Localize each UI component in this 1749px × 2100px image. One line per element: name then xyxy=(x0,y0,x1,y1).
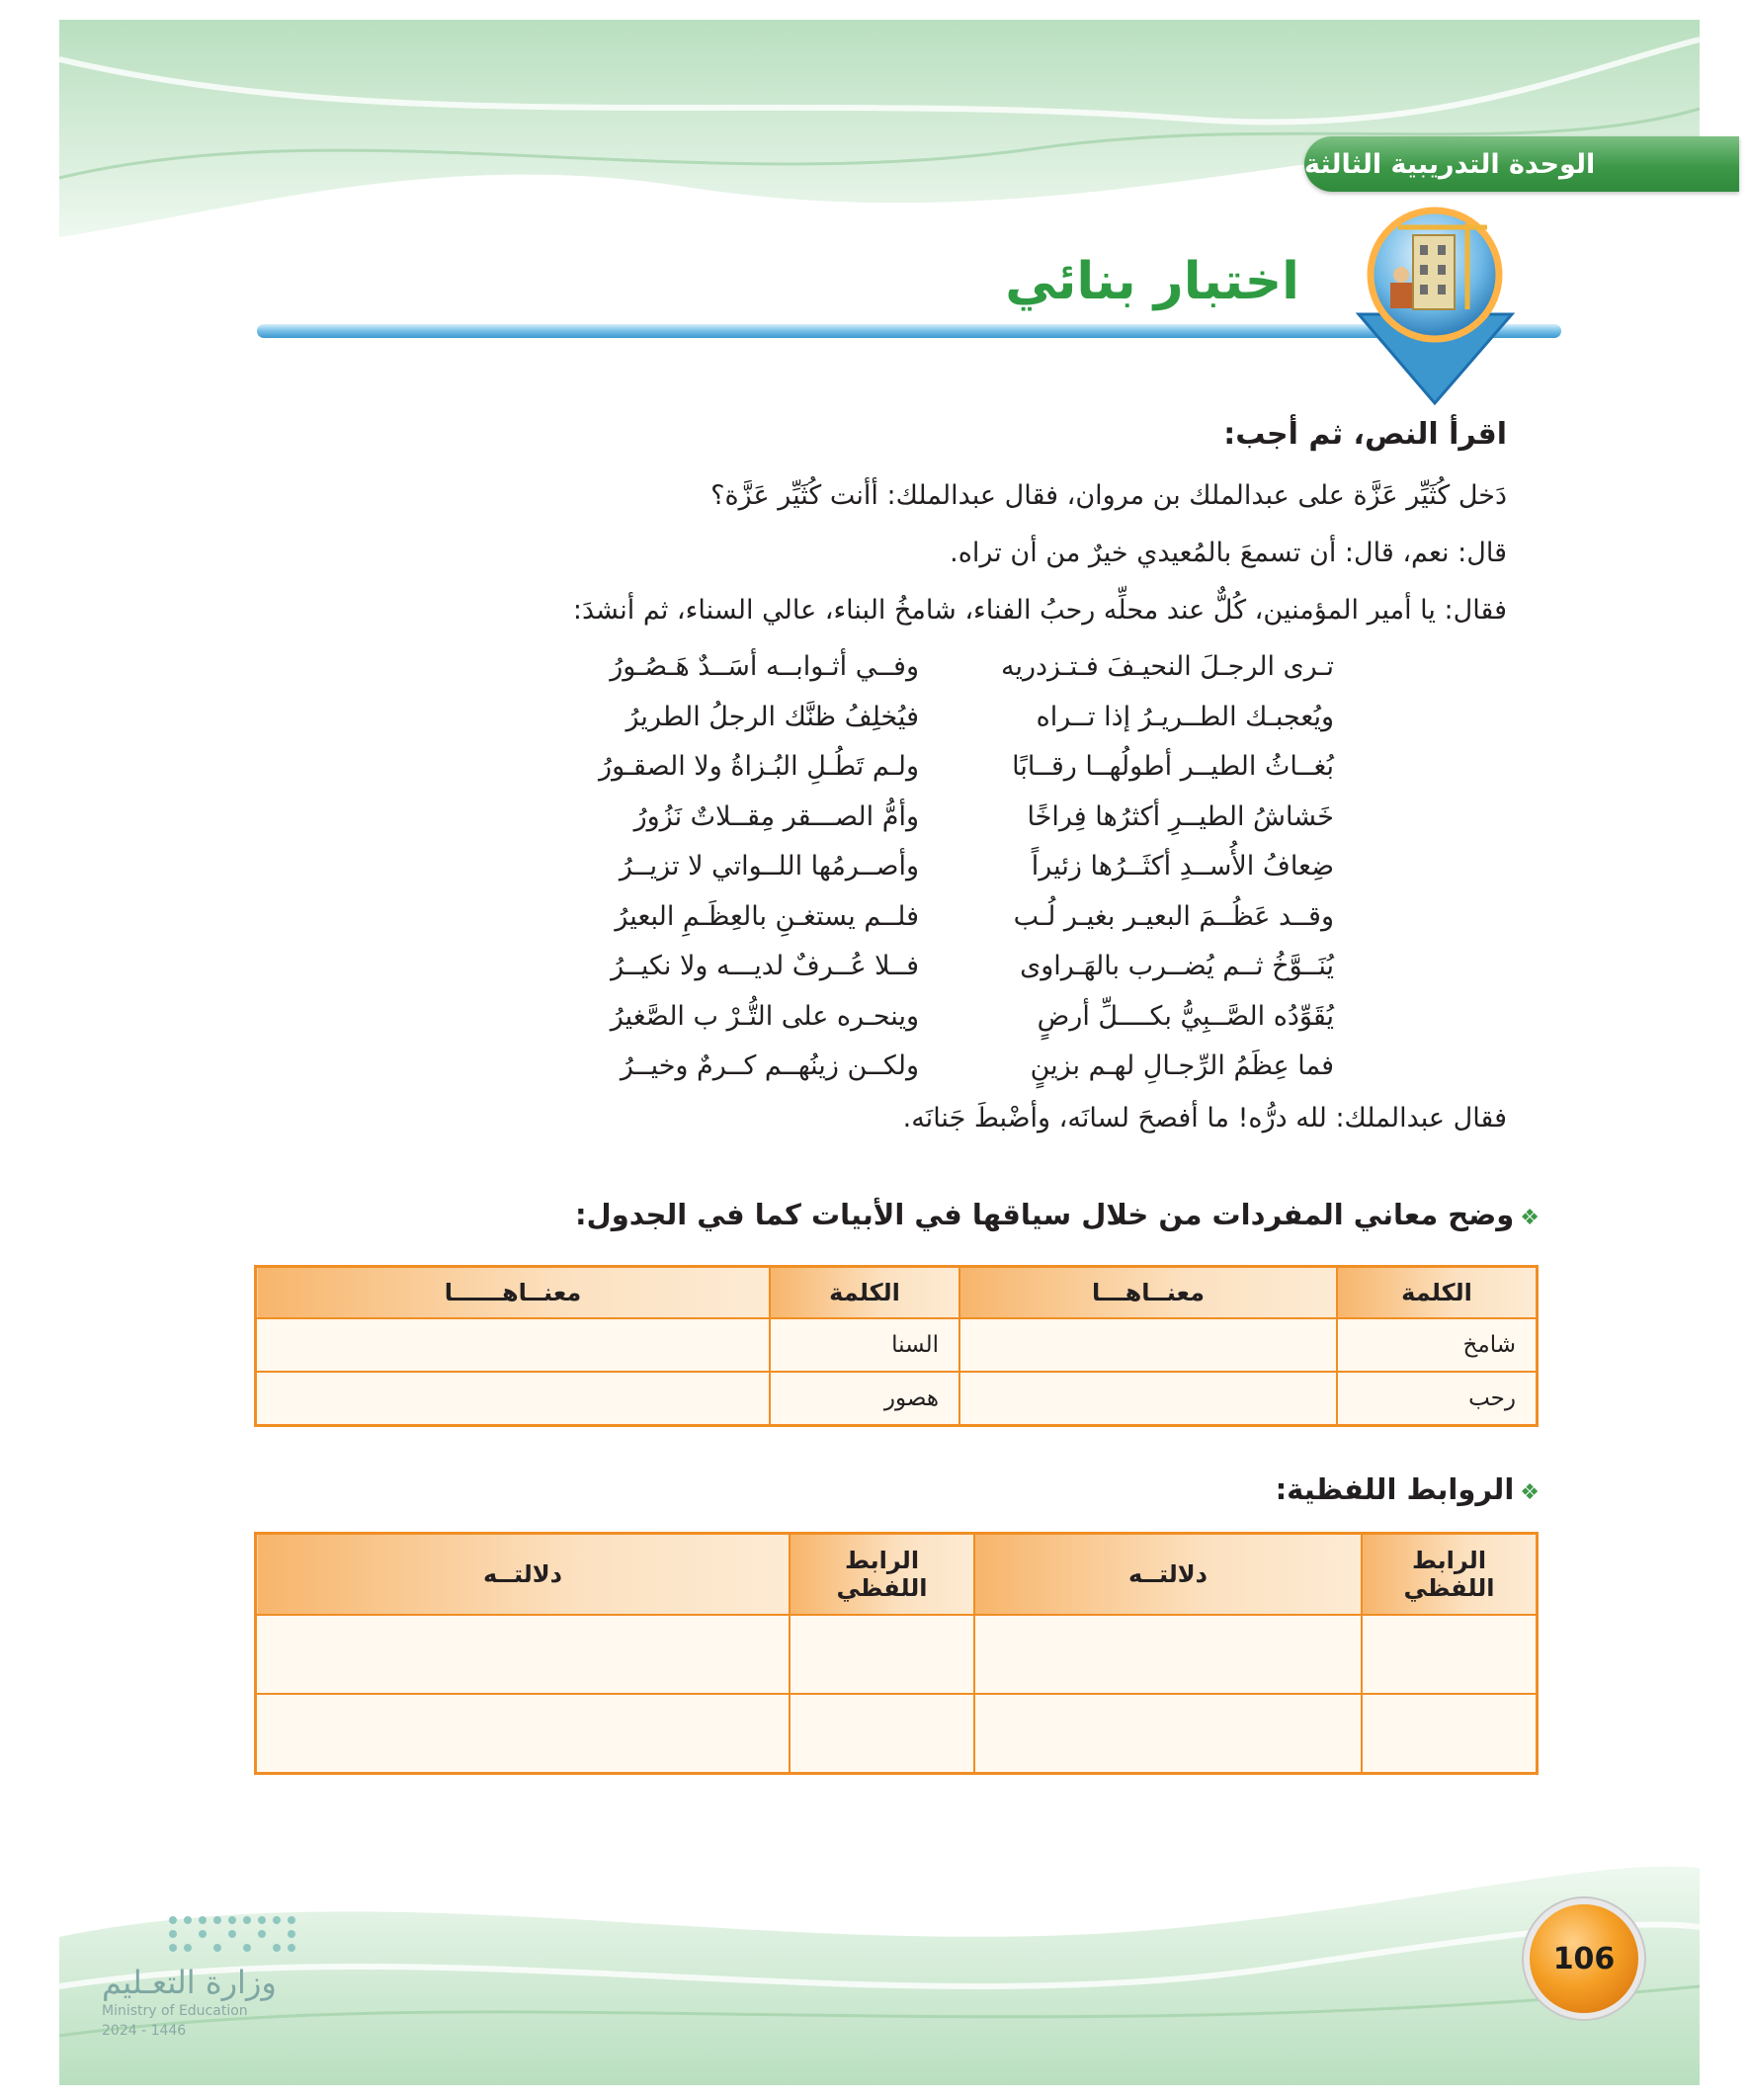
verse-second-half: وأصــرمُها اللــواتي لا تزيــرُ xyxy=(619,851,919,882)
verse-first-half: يُنَــوَّخُ ثــم يُضــرب بالهَـراوى xyxy=(1020,951,1334,981)
word-cell: شامخ xyxy=(1337,1318,1538,1372)
verse-second-half: وأمُّ الصـــقر مِقــلاتٌ نَزُورُ xyxy=(633,800,919,832)
verse-first-half: يُقَوِّدُه الصَّــبِيُّ بكــــلِّ أرضٍ xyxy=(1037,1000,1334,1032)
page-number: 106 xyxy=(1552,1941,1616,1976)
question-connectors xyxy=(1276,1472,1540,1506)
meaning-answer-cell[interactable] xyxy=(959,1372,1337,1426)
building-crane-icon xyxy=(1329,206,1541,408)
word-cell: السنا xyxy=(770,1318,959,1372)
question-text: الروابط اللفظية: xyxy=(1275,1472,1515,1506)
poem xyxy=(543,642,1334,1092)
answer-cell[interactable] xyxy=(256,1615,791,1694)
ministry-year: 2024 - 1446 xyxy=(102,2023,187,2039)
verse-second-half: وينحـره على التُّـرْ ب الصَّغيرُ xyxy=(610,1000,919,1032)
answer-cell[interactable] xyxy=(1362,1615,1538,1694)
paragraph: فقال: يا أمير المؤمنين، كُلٌّ عند محلِّه رحبُ الفناء، شامخُ البناء، عالي السناء، ثم أنشدَ: xyxy=(572,595,1507,626)
diamond-bullet-icon: ❖ xyxy=(1520,1480,1540,1505)
column-header: الرابط اللفظي xyxy=(1362,1534,1538,1616)
column-header: الرابط اللفظي xyxy=(790,1534,974,1616)
verse-second-half: فلــم يستغـنِ بالعِظَـمِ البعيرُ xyxy=(615,900,919,932)
paragraph: دَخل كُثَيِّر عَزَّة على عبدالملك بن مروان، فقال عبدالملك: أأنت كُثَيِّر عَزَّة؟ xyxy=(710,480,1507,511)
verse-second-half: ولكــن زينُهــم كــرمٌ وخيــرُ xyxy=(620,1050,919,1081)
question-vocabulary xyxy=(575,1198,1540,1231)
column-header: دلالتــه xyxy=(974,1534,1362,1616)
poem-verse xyxy=(543,693,1334,743)
diamond-bullet-icon: ❖ xyxy=(1520,1206,1540,1230)
word-cell: رحب xyxy=(1337,1372,1538,1426)
answer-cell[interactable] xyxy=(256,1694,791,1774)
verse-first-half: بُغــاثُ الطيــر أطولُهــا رقــابًا xyxy=(1012,751,1334,782)
poem-verse xyxy=(543,892,1334,943)
ministry-name-arabic: وزارة التعـليم xyxy=(102,1964,277,2001)
verse-second-half: فيُخلِفُ ظنَّك الرجلُ الطريرُ xyxy=(625,701,919,732)
verse-second-half: ولـم تَطُـلِ البُـزاةُ ولا الصقـورُ xyxy=(599,751,919,782)
verse-first-half: ضِعافُ الأُســدِ أكثَــرُها زئيراً xyxy=(1031,851,1334,882)
instruction-heading: اقرأ النص، ثم أجب: xyxy=(1223,417,1507,452)
poem-verse xyxy=(543,1042,1334,1092)
verse-first-half: تـرى الرجـلَ النحيـفَ فـتـزدريه xyxy=(1000,651,1334,682)
ministry-name-english: Ministry of Education xyxy=(102,2003,248,2019)
verse-first-half: فما عِظَمُ الرِّجـالِ لهـم بزينٍ xyxy=(1030,1050,1334,1081)
paragraph: قال: نعم، قال: أن تسمعَ بالمُعيدي خيرٌ من أن تراه. xyxy=(950,538,1507,568)
meaning-answer-cell[interactable] xyxy=(959,1318,1337,1372)
table-row xyxy=(256,1372,1538,1426)
poem-verse xyxy=(543,793,1334,843)
verse-first-half: ويُعجبـك الطــريـرُ إذا تــراه xyxy=(1036,701,1334,732)
verse-first-half: خَشاشُ الطيــرِ أكثرُها فِراخًا xyxy=(1027,800,1334,832)
meaning-answer-cell[interactable] xyxy=(256,1318,771,1372)
column-header: معنــاهـــا xyxy=(959,1267,1337,1319)
table-header-row xyxy=(256,1267,1538,1319)
word-cell: هصور xyxy=(770,1372,959,1426)
table-header-row xyxy=(256,1534,1538,1616)
verse-first-half: وقــد عَظُــمَ البعيـر بغيـر لُـب xyxy=(1013,900,1334,932)
question-text: وضح معاني المفردات من خلال سياقها في الأبيات كما في الجدول: xyxy=(574,1198,1515,1231)
poem-verse xyxy=(543,842,1334,892)
answer-cell[interactable] xyxy=(790,1615,974,1694)
answer-cell[interactable] xyxy=(974,1694,1362,1774)
connectors-table xyxy=(254,1532,1539,1775)
unit-label: الوحدة التدريبية الثالثة xyxy=(1304,148,1596,180)
column-header: دلالتــه xyxy=(256,1534,791,1616)
dots-logo-icon xyxy=(94,1912,321,1962)
answer-cell[interactable] xyxy=(974,1615,1362,1694)
answer-cell[interactable] xyxy=(1362,1694,1538,1774)
column-header: الكلمة xyxy=(1337,1267,1538,1319)
table-row xyxy=(256,1694,1538,1774)
answer-cell[interactable] xyxy=(790,1694,974,1774)
poem-verse xyxy=(543,942,1334,992)
intro-paragraphs xyxy=(222,467,1507,639)
meaning-answer-cell[interactable] xyxy=(256,1372,771,1426)
column-header: معنــاهــــــا xyxy=(256,1267,771,1319)
poem-verse xyxy=(543,642,1334,693)
page-title: اختبار بنائي xyxy=(1005,252,1299,311)
closing-line: فقال عبدالملك: لله درُّه! ما أفصحَ لسانَه، وأضْبطَ جَنانَه. xyxy=(902,1103,1507,1134)
column-header: الكلمة xyxy=(770,1267,959,1319)
table-row xyxy=(256,1615,1538,1694)
verse-second-half: وفــي أثـوابــه أسَــدٌ هَـصُـورُ xyxy=(610,651,919,682)
table-row xyxy=(256,1318,1538,1372)
page-number-badge xyxy=(1530,1904,1638,2013)
poem-verse xyxy=(543,742,1334,793)
ministry-logo xyxy=(94,1912,331,2041)
unit-badge xyxy=(1304,136,1739,192)
vocabulary-table xyxy=(254,1265,1539,1427)
verse-second-half: فــلا عُــرفٌ لديـــه ولا نكيــرُ xyxy=(611,951,919,981)
poem-verse xyxy=(543,992,1334,1043)
